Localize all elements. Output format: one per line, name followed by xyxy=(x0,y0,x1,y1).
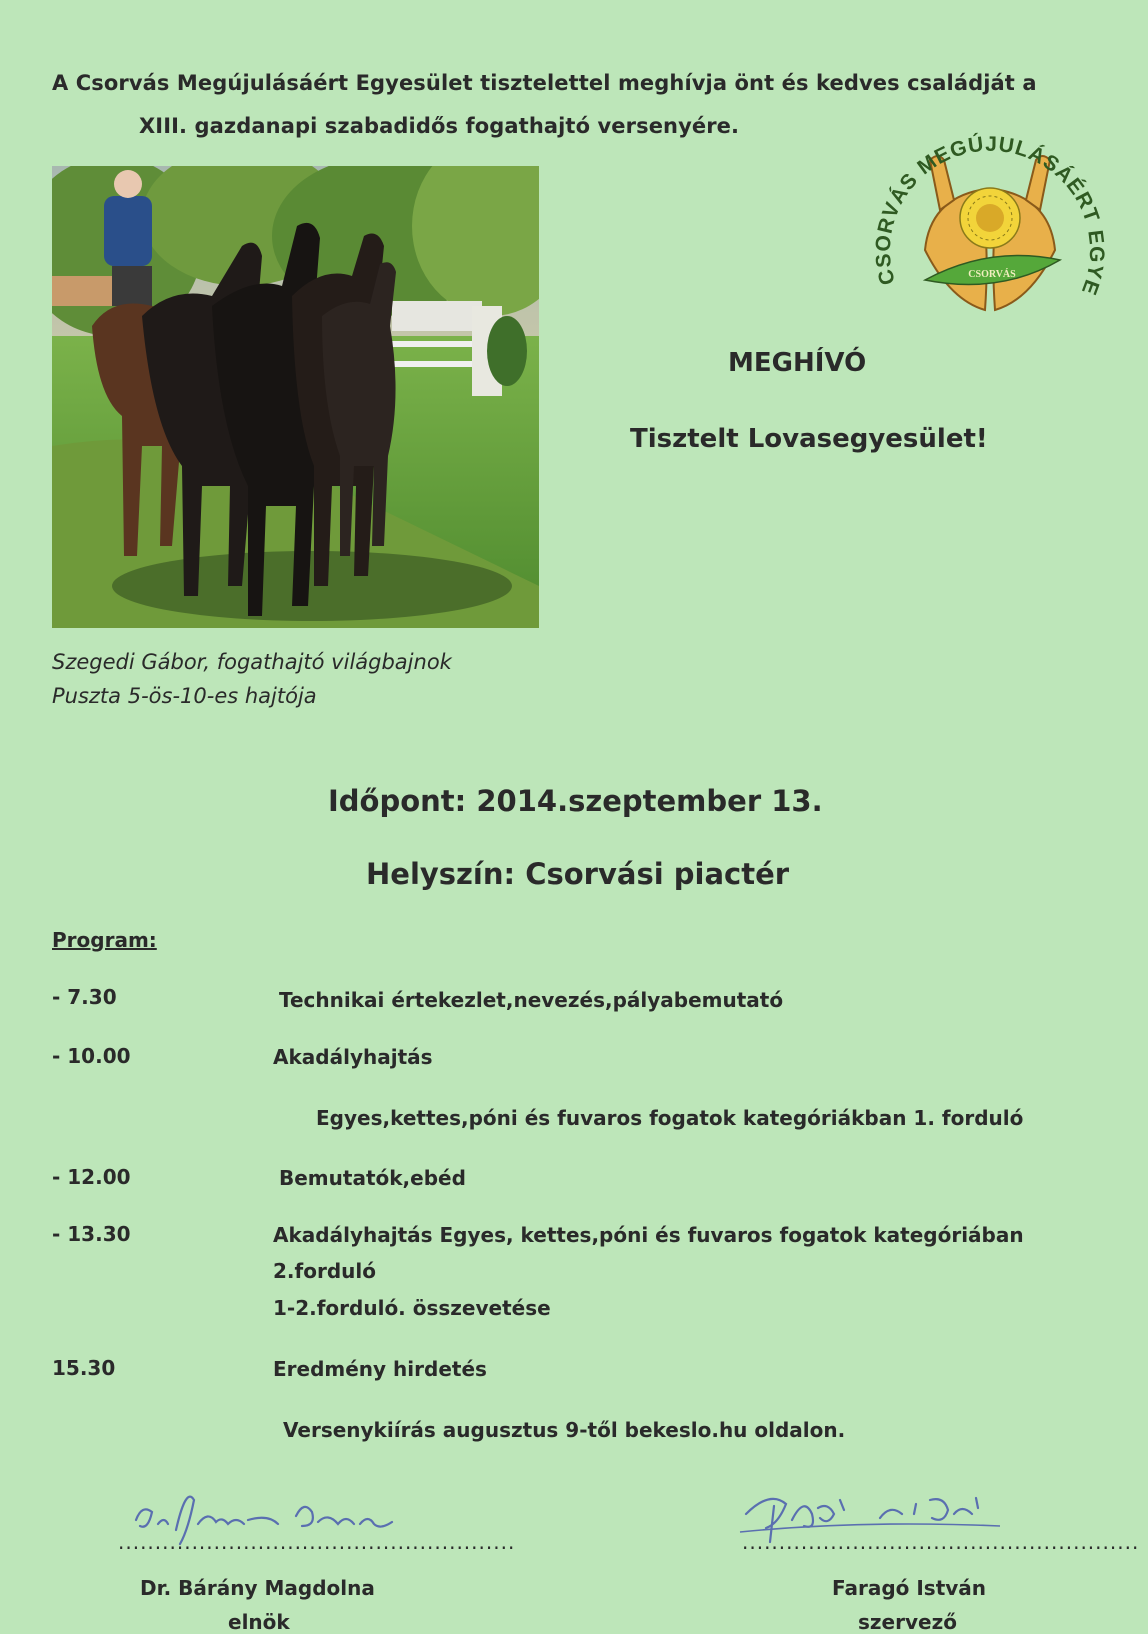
program-activity: Technikai értekezlet,nevezés,pályabemutató xyxy=(279,988,784,1012)
program-title: Program: xyxy=(52,928,157,952)
photo-caption-line-2: Puszta 5-ös-10-es hajtója xyxy=(52,684,317,708)
intro-line-2: XIII. gazdanapi szabadidős fogathajtó versenyére. xyxy=(139,114,740,138)
signer-role-right: szervező xyxy=(858,1610,957,1634)
association-logo xyxy=(870,100,1110,390)
program-activity-line: 2.forduló xyxy=(273,1259,376,1283)
event-place: Helyszín: Csorvási piactér xyxy=(366,857,790,891)
program-time: 15.30 xyxy=(52,1356,116,1380)
logo-ring-text: CSORVÁS MEGÚJULÁSÁÉRT EGYE xyxy=(871,132,1109,299)
greeting: Tisztelt Lovasegyesület! xyxy=(630,424,988,454)
signature-line-right: ...................................................... xyxy=(742,1530,1140,1554)
competition-notice: Versenykiírás augusztus 9-től bekeslo.hu oldalon. xyxy=(283,1418,846,1442)
signer-role-left: elnök xyxy=(228,1610,290,1634)
signature-line-left: ...................................................... xyxy=(118,1530,516,1554)
program-activity: Bemutatók,ebéd xyxy=(279,1166,466,1190)
horse-carriage-illustration xyxy=(52,166,539,628)
program-activity: Eredmény hirdetés xyxy=(273,1357,487,1381)
program-activity: Akadályhajtás xyxy=(273,1045,433,1069)
signer-name-left: Dr. Bárány Magdolna xyxy=(140,1576,375,1600)
horse-carriage-photo xyxy=(52,166,539,628)
program-activity-detail: Egyes,kettes,póni és fuvaros fogatok kategóriákban 1. forduló xyxy=(316,1106,1024,1130)
program-time: - 10.00 xyxy=(52,1044,131,1068)
intro-line-1: A Csorvás Megújulásáért Egyesület tisztelettel meghívja önt és kedves családját a xyxy=(52,71,1037,95)
logo-leaf-text: CSORVÁS xyxy=(968,269,1016,280)
program-activity: Akadályhajtás Egyes, kettes,póni és fuvaros fogatok kategóriában xyxy=(273,1223,1024,1247)
logo-emblem xyxy=(870,100,1110,390)
invitation-title: MEGHÍVÓ xyxy=(728,348,867,378)
event-date: Időpont: 2014.szeptember 13. xyxy=(328,784,823,818)
program-activity-line: 1-2.forduló. összevetése xyxy=(273,1296,551,1320)
signer-name-right: Faragó István xyxy=(832,1576,987,1600)
program-time: - 13.30 xyxy=(52,1222,131,1246)
program-time: - 12.00 xyxy=(52,1165,131,1189)
program-time: - 7.30 xyxy=(52,985,117,1009)
photo-caption-line-1: Szegedi Gábor, fogathajtó világbajnok xyxy=(52,650,452,674)
